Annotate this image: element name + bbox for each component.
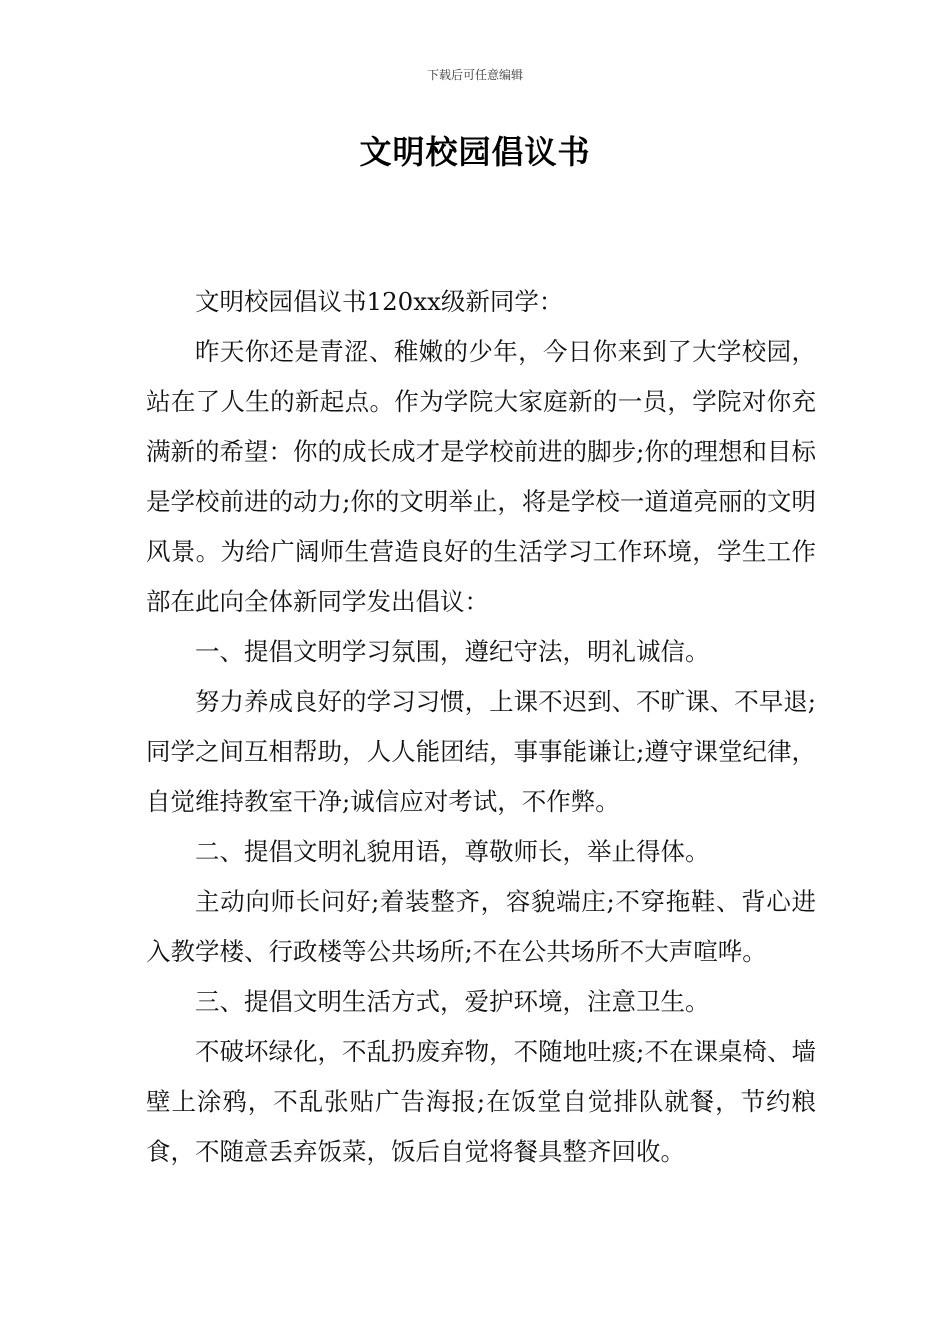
section-body-3: 不破坏绿化，不乱扔废弃物，不随地吐痰;不在课桌椅、墙壁上涂鸦，不乱张贴广告海报;在饭堂自觉排队就餐，节约粮食，不随意丢弃饭菜，饭后自觉将餐具整齐回收。 [146,1037,816,1166]
intro-paragraph: 昨天你还是青涩、稚嫩的少年，今日你来到了大学校园，站在了人生的新起点。作为学院大家庭新的一员，学院对你充满新的希望：你的成长成才是学校前进的脚步;你的理想和目标是学校前进的动力;你的文明举止，将是学校一道道亮丽的文明风景。为给广阔师生营造良好的生活学习工作环境，学生工作部在此向全体新同学发出倡议： [146,337,816,616]
header-note: 下载后可任意编辑 [426,68,523,82]
section-heading-1: 一、提倡文明学习氛围，遵纪守法，明礼诚信。 [195,637,710,666]
document-body [146,277,816,1177]
document-title: 文明校园倡议书 [359,133,591,171]
section-heading-3: 三、提倡文明生活方式，爱护环境，注意卫生。 [195,987,710,1016]
section-body-2: 主动向师长问好;着装整齐，容貌端庄;不穿拖鞋、背心进入教学楼、行政楼等公共场所;不在公共场所不大声喧哗。 [146,887,816,966]
section-heading-2: 二、提倡文明礼貌用语，尊敬师长，举止得体。 [195,837,710,866]
section-body-1: 努力养成良好的学习习惯，上课不迟到、不旷课、不早退;同学之间互相帮助，人人能团结，事事能谦让;遵守课堂纪律，自觉维持教室干净;诚信应对考试，不作弊。 [146,687,816,816]
salutation-paragraph: 文明校园倡议书120xx级新同学： [195,287,564,316]
